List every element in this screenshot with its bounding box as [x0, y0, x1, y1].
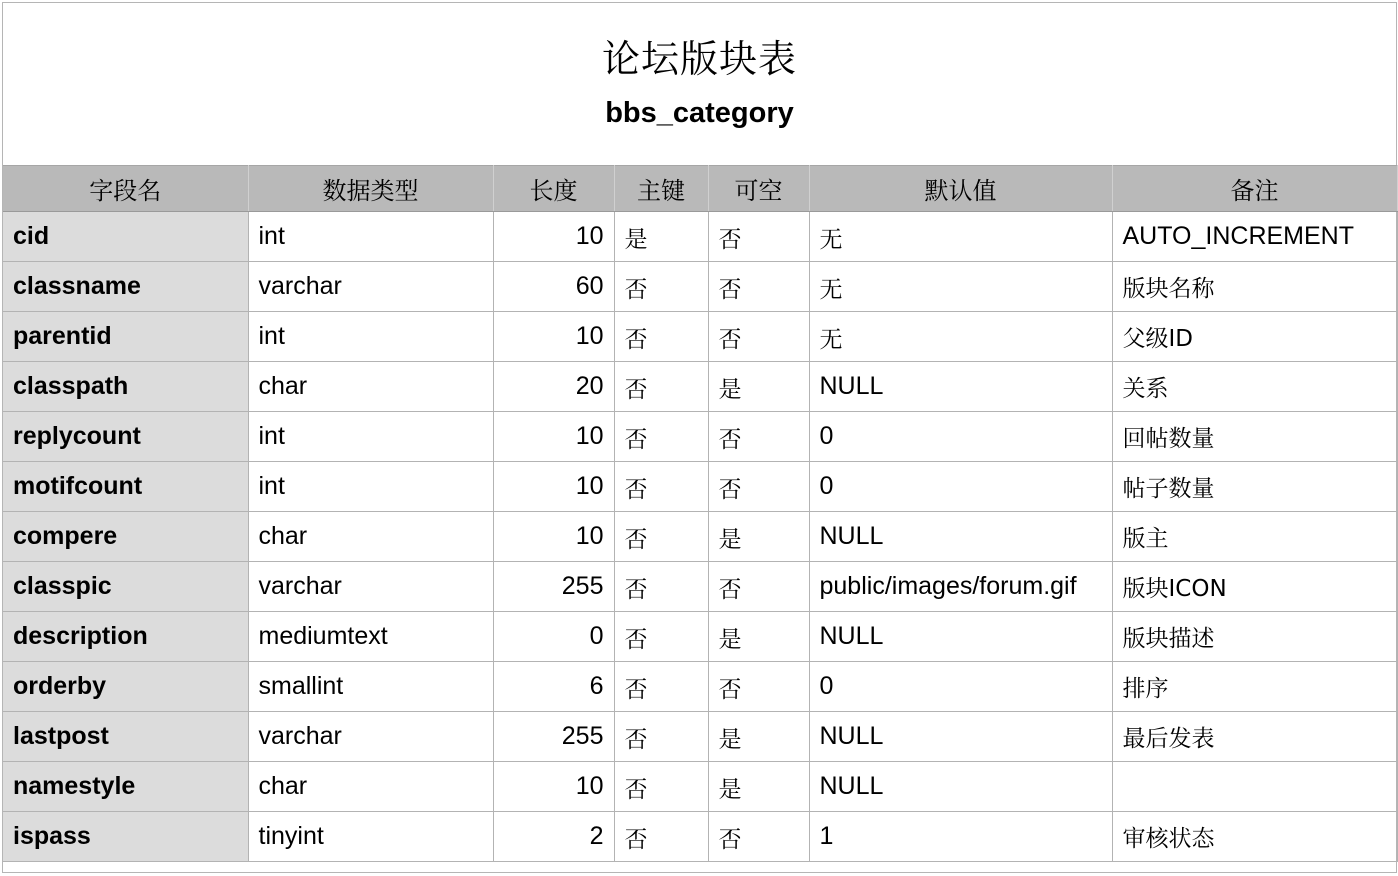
table-row: [3, 662, 1397, 712]
cell-field-name: orderby: [3, 662, 248, 712]
cell-nullable: 是: [708, 712, 809, 762]
cell-nullable: 是: [708, 612, 809, 662]
cell-length: 60: [493, 262, 614, 312]
column-header-length: 长度: [493, 166, 614, 212]
cell-note: 关系: [1112, 362, 1397, 412]
table-row: [3, 612, 1397, 662]
cell-length: 255: [493, 712, 614, 762]
cell-default-value: 1: [809, 812, 1112, 862]
cell-nullable: 否: [708, 212, 809, 262]
cell-length: 10: [493, 312, 614, 362]
table-row: [3, 212, 1397, 262]
cell-length: 10: [493, 412, 614, 462]
cell-default-value: NULL: [809, 362, 1112, 412]
cell-data-type: varchar: [248, 712, 493, 762]
table-row: [3, 762, 1397, 812]
cell-default-value: NULL: [809, 712, 1112, 762]
cell-primary-key: 否: [614, 612, 708, 662]
table-row: [3, 562, 1397, 612]
cell-data-type: int: [248, 212, 493, 262]
cell-data-type: int: [248, 412, 493, 462]
cell-note: 版主: [1112, 512, 1397, 562]
cell-field-name: description: [3, 612, 248, 662]
table-row: [3, 312, 1397, 362]
cell-data-type: int: [248, 462, 493, 512]
table-row: [3, 462, 1397, 512]
cell-primary-key: 否: [614, 812, 708, 862]
cell-length: 10: [493, 762, 614, 812]
cell-default-value: NULL: [809, 612, 1112, 662]
table-row: [3, 512, 1397, 562]
cell-primary-key: 否: [614, 712, 708, 762]
cell-note: 帖子数量: [1112, 462, 1397, 512]
cell-length: 10: [493, 512, 614, 562]
cell-nullable: 否: [708, 412, 809, 462]
cell-nullable: 是: [708, 512, 809, 562]
cell-field-name: ispass: [3, 812, 248, 862]
cell-primary-key: 否: [614, 562, 708, 612]
cell-default-value: 无: [809, 312, 1112, 362]
table-document: [2, 2, 1397, 873]
cell-data-type: char: [248, 512, 493, 562]
cell-nullable: 是: [708, 762, 809, 812]
cell-field-name: cid: [3, 212, 248, 262]
cell-note: 版块描述: [1112, 612, 1397, 662]
cell-nullable: 否: [708, 312, 809, 362]
table-name-subtitle: bbs_category: [605, 97, 794, 129]
cell-field-name: motifcount: [3, 462, 248, 512]
cell-data-type: mediumtext: [248, 612, 493, 662]
title-block: [3, 3, 1396, 165]
cell-field-name: classpic: [3, 562, 248, 612]
cell-primary-key: 否: [614, 512, 708, 562]
page-title: 论坛版块表: [601, 37, 797, 81]
cell-nullable: 是: [708, 362, 809, 412]
cell-nullable: 否: [708, 662, 809, 712]
cell-length: 255: [493, 562, 614, 612]
cell-data-type: smallint: [248, 662, 493, 712]
cell-default-value: 无: [809, 212, 1112, 262]
cell-length: 20: [493, 362, 614, 412]
cell-note: [1112, 762, 1397, 812]
cell-field-name: classname: [3, 262, 248, 312]
cell-nullable: 否: [708, 562, 809, 612]
cell-field-name: compere: [3, 512, 248, 562]
cell-note: AUTO_INCREMENT: [1112, 212, 1397, 262]
cell-data-type: varchar: [248, 262, 493, 312]
cell-default-value: public/images/forum.gif: [809, 562, 1112, 612]
table-row: [3, 712, 1397, 762]
cell-default-value: 0: [809, 662, 1112, 712]
table-row: [3, 362, 1397, 412]
column-header-field: 字段名: [3, 166, 248, 212]
cell-note: 版块名称: [1112, 262, 1397, 312]
cell-length: 0: [493, 612, 614, 662]
cell-length: 10: [493, 462, 614, 512]
cell-field-name: replycount: [3, 412, 248, 462]
cell-primary-key: 否: [614, 262, 708, 312]
header-row: [3, 166, 1397, 212]
cell-nullable: 否: [708, 812, 809, 862]
cell-primary-key: 否: [614, 412, 708, 462]
cell-field-name: parentid: [3, 312, 248, 362]
column-header-nullable: 可空: [708, 166, 809, 212]
cell-default-value: 无: [809, 262, 1112, 312]
cell-note: 最后发表: [1112, 712, 1397, 762]
table-row: [3, 812, 1397, 862]
cell-primary-key: 否: [614, 362, 708, 412]
cell-nullable: 否: [708, 462, 809, 512]
cell-default-value: NULL: [809, 762, 1112, 812]
cell-data-type: char: [248, 362, 493, 412]
cell-note: 版块ICON: [1112, 562, 1397, 612]
cell-default-value: 0: [809, 462, 1112, 512]
cell-default-value: 0: [809, 412, 1112, 462]
cell-note: 回帖数量: [1112, 412, 1397, 462]
cell-field-name: lastpost: [3, 712, 248, 762]
column-header-type: 数据类型: [248, 166, 493, 212]
cell-data-type: varchar: [248, 562, 493, 612]
cell-length: 10: [493, 212, 614, 262]
cell-length: 6: [493, 662, 614, 712]
table-row: [3, 412, 1397, 462]
column-header-primary-key: 主键: [614, 166, 708, 212]
cell-note: 排序: [1112, 662, 1397, 712]
cell-data-type: int: [248, 312, 493, 362]
cell-primary-key: 是: [614, 212, 708, 262]
cell-nullable: 否: [708, 262, 809, 312]
column-header-default: 默认值: [809, 166, 1112, 212]
cell-data-type: tinyint: [248, 812, 493, 862]
cell-default-value: NULL: [809, 512, 1112, 562]
table-row: [3, 262, 1397, 312]
cell-primary-key: 否: [614, 312, 708, 362]
schema-table: [3, 165, 1398, 862]
cell-length: 2: [493, 812, 614, 862]
cell-field-name: classpath: [3, 362, 248, 412]
cell-field-name: namestyle: [3, 762, 248, 812]
cell-note: 父级ID: [1112, 312, 1397, 362]
cell-note: 审核状态: [1112, 812, 1397, 862]
cell-primary-key: 否: [614, 662, 708, 712]
column-header-note: 备注: [1112, 166, 1397, 212]
cell-data-type: char: [248, 762, 493, 812]
cell-primary-key: 否: [614, 762, 708, 812]
cell-primary-key: 否: [614, 462, 708, 512]
